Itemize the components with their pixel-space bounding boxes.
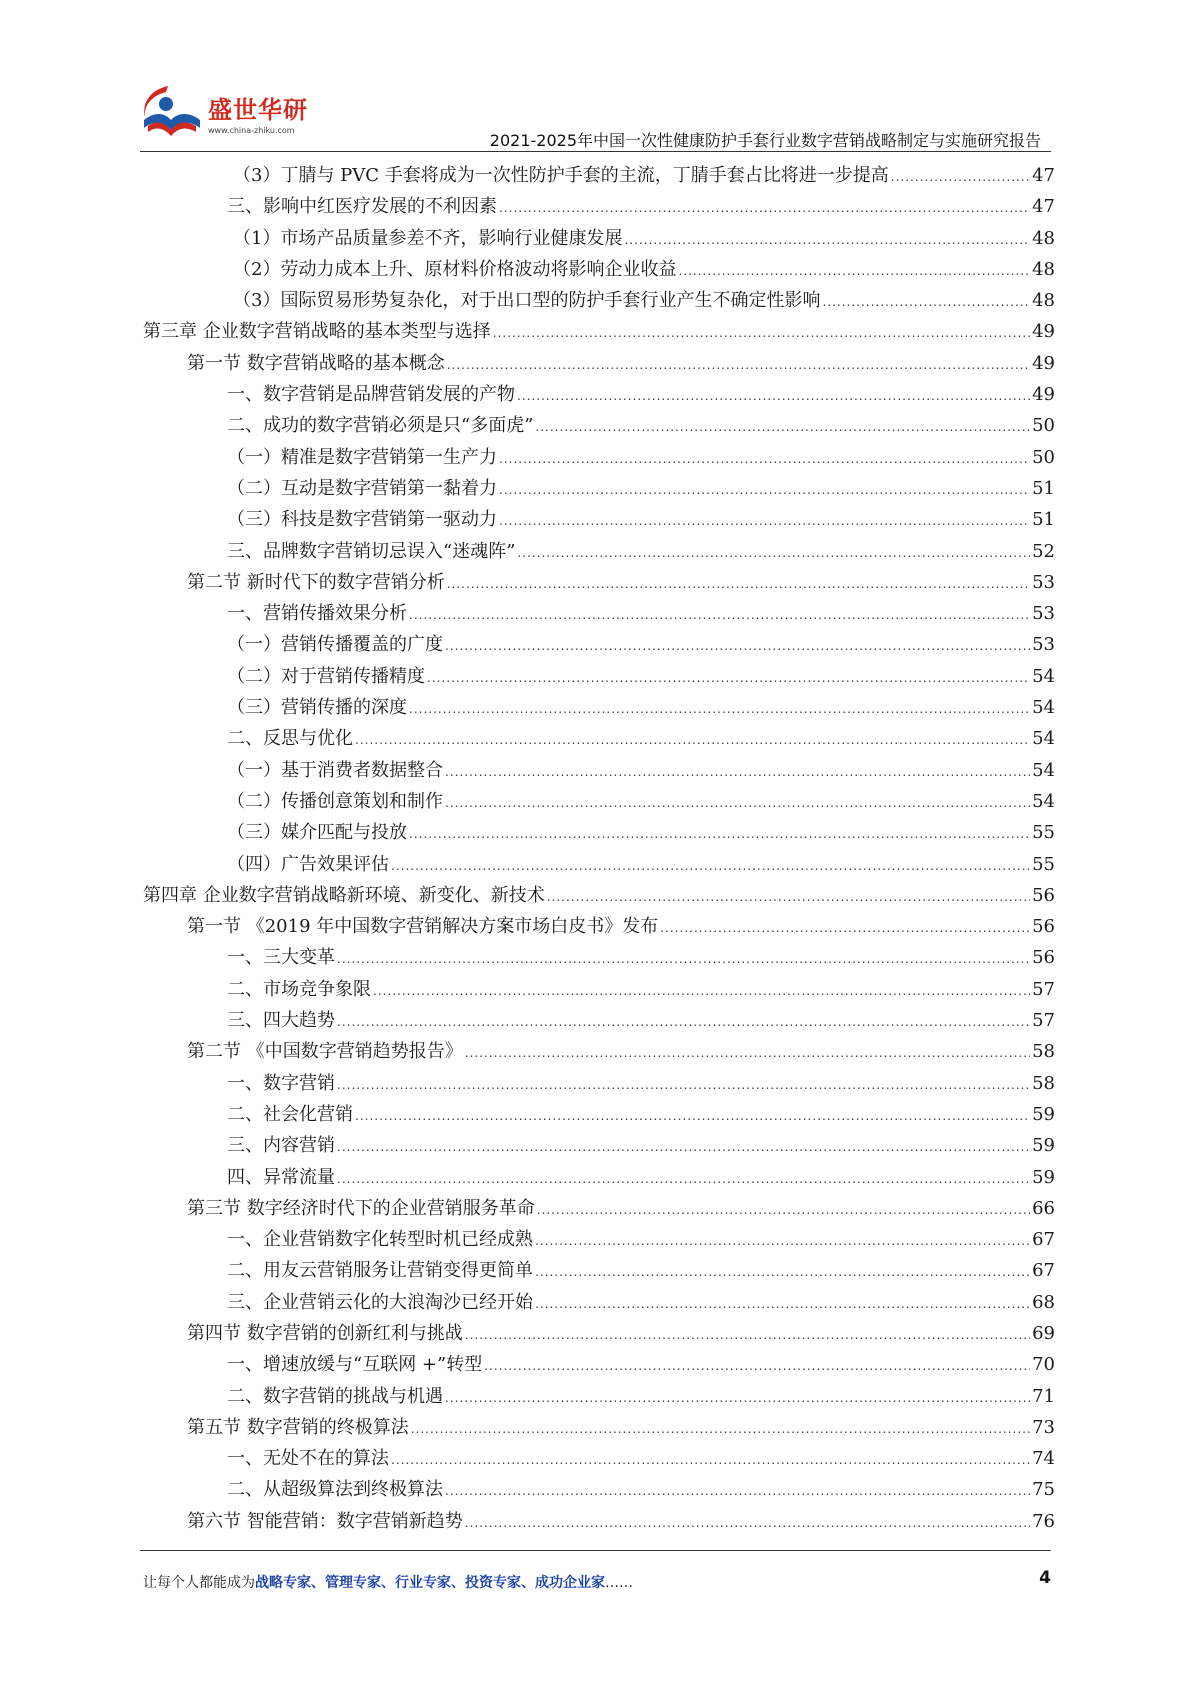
- toc-entry[interactable]: [143, 974, 1055, 1005]
- toc-dot-leader: [337, 1164, 1030, 1195]
- toc-dot-leader: [337, 1007, 1030, 1038]
- toc-entry-page: 48: [1032, 258, 1055, 280]
- toc-entry-title: （二）互动是数字营销第一黏着力: [227, 477, 497, 499]
- toc-dot-leader: [409, 694, 1030, 725]
- toc-entry[interactable]: [143, 755, 1055, 786]
- toc-dot-leader: [535, 412, 1030, 443]
- toc-entry[interactable]: [143, 1036, 1055, 1067]
- toc-entry-title: （三）营销传播的深度: [227, 697, 407, 719]
- toc-dot-leader: [499, 506, 1030, 537]
- toc-entry-title: （一）营销传播覆盖的广度: [227, 634, 443, 656]
- toc-entry-page: 56: [1032, 947, 1055, 969]
- toc-entry-title: 第一节 《2019 年中国数字营销解决方案市场白皮书》发布: [187, 916, 659, 938]
- toc-entry-page: 71: [1032, 1385, 1055, 1407]
- toc-entry-title: （一）精准是数字营销第一生产力: [227, 446, 497, 468]
- toc-entry-title: 一、增速放缓与“互联网 +”转型: [227, 1354, 483, 1376]
- toc-entry-page: 73: [1032, 1416, 1055, 1438]
- toc-dot-leader: [484, 1351, 1030, 1382]
- toc-entry-title: （四）广告效果评估: [227, 853, 389, 875]
- toc-entry-title: 一、营销传播效果分析: [227, 603, 407, 625]
- slogan-prefix: 让每个人都能成为: [143, 1575, 255, 1591]
- toc-entry-page: 56: [1032, 884, 1055, 906]
- toc-entry-title: 三、内容营销: [227, 1135, 335, 1157]
- toc-entry-title: （1）市场产品质量参差不齐，影响行业健康发展: [233, 227, 623, 249]
- toc-entry-title: 二、从超级算法到终极算法: [227, 1479, 443, 1501]
- toc-entry-page: 58: [1032, 1041, 1055, 1063]
- toc-entry-page: 59: [1032, 1166, 1055, 1188]
- toc-dot-leader: [447, 350, 1030, 381]
- toc-entry[interactable]: [143, 880, 1055, 911]
- toc-entry-title: （二）传播创意策划和制作: [227, 790, 443, 812]
- toc-entry-title: （三）媒介匹配与投放: [227, 822, 407, 844]
- toc-entry-page: 49: [1032, 352, 1055, 374]
- toc-dot-leader: [499, 475, 1030, 506]
- toc-dot-leader: [427, 663, 1030, 694]
- toc-entry-page: 53: [1032, 634, 1055, 656]
- toc-entry-title: 二、成功的数字营销必须是只“多面虎”: [227, 415, 534, 437]
- toc-entry-page: 52: [1032, 540, 1055, 562]
- toc-entry-page: 55: [1032, 853, 1055, 875]
- toc-entry[interactable]: [143, 942, 1055, 973]
- toc-entry-page: 59: [1032, 1103, 1055, 1125]
- toc-entry-title: （二）对于营销传播精度: [227, 665, 425, 687]
- toc-dot-leader: [445, 1476, 1030, 1507]
- toc-entry-page: 54: [1032, 665, 1055, 687]
- toc-entry-page: 58: [1032, 1072, 1055, 1094]
- toc-entry[interactable]: [143, 1506, 1055, 1537]
- toc-entry[interactable]: [143, 723, 1055, 754]
- toc-entry[interactable]: [143, 442, 1055, 473]
- toc-entry-title: （3）国际贸易形势复杂化，对于出口型的防护手套行业产生不确定性影响: [233, 290, 821, 312]
- toc-dot-leader: [891, 162, 1030, 193]
- page-number: 4: [1039, 1568, 1051, 1588]
- toc-entry-page: 47: [1032, 196, 1055, 218]
- toc-entry-title: 第四章 企业数字营销战略新环境、新变化、新技术: [143, 884, 545, 906]
- toc-entry[interactable]: [143, 1474, 1055, 1505]
- toc-dot-leader: [445, 1383, 1030, 1414]
- toc-entry[interactable]: [143, 191, 1055, 222]
- toc-entry[interactable]: [143, 849, 1055, 880]
- toc-entry-page: 67: [1032, 1229, 1055, 1251]
- header-divider: [140, 151, 1051, 152]
- toc-entry[interactable]: [143, 1162, 1055, 1193]
- toc-entry[interactable]: [143, 629, 1055, 660]
- logo-title: 盛世华研: [208, 96, 308, 124]
- toc-entry-page: 56: [1032, 916, 1055, 938]
- toc-entry[interactable]: [143, 473, 1055, 504]
- toc-entry[interactable]: [143, 410, 1055, 441]
- toc-entry-title: （三）科技是数字营销第一驱动力: [227, 509, 497, 531]
- toc-dot-leader: [493, 318, 1030, 349]
- toc-dot-leader: [678, 256, 1030, 287]
- toc-entry-page: 75: [1032, 1479, 1055, 1501]
- toc-entry-page: 74: [1032, 1448, 1055, 1470]
- toc-entry-title: 三、企业营销云化的大浪淘沙已经开始: [227, 1291, 533, 1313]
- toc-entry-page: 76: [1032, 1510, 1055, 1532]
- toc-entry-page: 67: [1032, 1260, 1055, 1282]
- toc-dot-leader: [624, 225, 1030, 256]
- toc-dot-leader: [445, 757, 1030, 788]
- toc-entry-page: 48: [1032, 227, 1055, 249]
- toc-dot-leader: [535, 1257, 1030, 1288]
- toc-entry[interactable]: [143, 1005, 1055, 1036]
- toc-entry-page: 55: [1032, 822, 1055, 844]
- toc-entry[interactable]: [143, 1255, 1055, 1286]
- book-swoosh-logo-icon: [138, 82, 204, 144]
- toc-entry-page: 48: [1032, 290, 1055, 312]
- toc-dot-leader: [465, 1038, 1030, 1069]
- toc-entry[interactable]: [143, 598, 1055, 629]
- toc-entry[interactable]: [143, 1381, 1055, 1412]
- toc-entry[interactable]: [143, 379, 1055, 410]
- toc-entry-title: 三、品牌数字营销切忌误入“迷魂阵”: [227, 540, 516, 562]
- toc-dot-leader: [409, 600, 1030, 631]
- toc-entry[interactable]: [143, 285, 1055, 316]
- toc-entry[interactable]: [143, 1130, 1055, 1161]
- toc-entry-title: 一、数字营销: [227, 1072, 335, 1094]
- toc-dot-leader: [337, 1132, 1030, 1163]
- toc-dot-leader: [517, 538, 1030, 569]
- footer-divider: [140, 1550, 1051, 1551]
- toc-entry-title: 一、企业营销数字化转型时机已经成熟: [227, 1229, 533, 1251]
- toc-dot-leader: [391, 851, 1030, 882]
- toc-entry-page: 54: [1032, 759, 1055, 781]
- toc-entry[interactable]: [143, 661, 1055, 692]
- toc-dot-leader: [337, 1070, 1030, 1101]
- toc-entry[interactable]: [143, 1443, 1055, 1474]
- toc-dot-leader: [337, 944, 1030, 975]
- toc-dot-leader: [355, 1101, 1030, 1132]
- toc-entry-page: 49: [1032, 384, 1055, 406]
- toc-entry[interactable]: [143, 1318, 1055, 1349]
- toc-entry-page: 57: [1032, 1010, 1055, 1032]
- toc-entry[interactable]: [143, 1224, 1055, 1255]
- slogan-suffix: ……: [605, 1575, 633, 1591]
- table-of-contents: [143, 160, 1055, 1537]
- toc-entry-title: 一、无处不在的算法: [227, 1448, 389, 1470]
- toc-entry[interactable]: [143, 348, 1055, 379]
- toc-dot-leader: [447, 569, 1030, 600]
- logo-url: www.china-zhiku.com: [208, 126, 295, 135]
- toc-entry-page: 59: [1032, 1135, 1055, 1157]
- toc-entry-page: 54: [1032, 728, 1055, 750]
- toc-entry-title: 四、异常流量: [227, 1166, 335, 1188]
- toc-entry-page: 47: [1032, 165, 1055, 186]
- toc-entry-page: 51: [1032, 509, 1055, 531]
- toc-dot-leader: [465, 1320, 1030, 1351]
- toc-entry[interactable]: [143, 1412, 1055, 1443]
- toc-dot-leader: [537, 1195, 1030, 1226]
- toc-entry-page: 68: [1032, 1291, 1055, 1313]
- toc-entry[interactable]: [143, 817, 1055, 848]
- toc-entry-page: 66: [1032, 1197, 1055, 1219]
- toc-entry-title: 第三节 数字经济时代下的企业营销服务革命: [187, 1197, 535, 1219]
- toc-entry-title: 二、用友云营销服务让营销变得更简单: [227, 1260, 533, 1282]
- toc-dot-leader: [373, 976, 1030, 1007]
- toc-entry-page: 57: [1032, 978, 1055, 1000]
- toc-entry-title: 第二节 新时代下的数字营销分析: [187, 571, 445, 593]
- toc-entry-page: 53: [1032, 603, 1055, 625]
- company-logo: [138, 82, 318, 144]
- toc-entry[interactable]: [143, 504, 1055, 535]
- toc-entry-page: 50: [1032, 446, 1055, 468]
- toc-entry-title: 三、四大趋势: [227, 1010, 335, 1032]
- toc-dot-leader: [391, 1445, 1030, 1476]
- toc-entry[interactable]: [143, 254, 1055, 285]
- toc-entry-title: 第五节 数字营销的终极算法: [187, 1416, 409, 1438]
- footer-slogan: [143, 1572, 633, 1592]
- toc-entry-title: 第一节 数字营销战略的基本概念: [187, 352, 445, 374]
- toc-entry-title: 一、三大变革: [227, 947, 335, 969]
- slogan-highlight: 战略专家、管理专家、行业专家、投资专家、成功企业家: [255, 1575, 605, 1591]
- toc-entry-title: （一）基于消费者数据整合: [227, 759, 443, 781]
- report-title: 2021-2025年中国一次性健康防护手套行业数字营销战略制定与实施研究报告: [489, 131, 1041, 150]
- toc-dot-leader: [445, 631, 1030, 662]
- toc-entry-title: 二、数字营销的挑战与机遇: [227, 1385, 443, 1407]
- toc-entry[interactable]: [143, 567, 1055, 598]
- toc-entry-page: 69: [1032, 1322, 1055, 1344]
- toc-entry-title: 第二节 《中国数字营销趋势报告》: [187, 1041, 463, 1063]
- toc-entry-page: 54: [1032, 697, 1055, 719]
- toc-dot-leader: [660, 913, 1030, 944]
- page-header: [0, 0, 1191, 152]
- toc-dot-leader: [517, 381, 1030, 412]
- toc-dot-leader: [535, 1289, 1030, 1320]
- toc-entry[interactable]: [143, 1287, 1055, 1318]
- toc-entry-title: 第六节 智能营销：数字营销新趋势: [187, 1510, 463, 1532]
- toc-dot-leader: [445, 788, 1030, 819]
- toc-entry[interactable]: [143, 160, 1055, 191]
- toc-dot-leader: [411, 1414, 1030, 1445]
- toc-entry-page: 53: [1032, 571, 1055, 593]
- toc-dot-leader: [535, 1226, 1030, 1257]
- toc-entry-title: 第四节 数字营销的创新红利与挑战: [187, 1322, 463, 1344]
- toc-entry-title: 二、市场竞争象限: [227, 978, 371, 1000]
- toc-dot-leader: [409, 819, 1030, 850]
- toc-entry-page: 54: [1032, 790, 1055, 812]
- toc-entry-page: 50: [1032, 415, 1055, 437]
- toc-entry[interactable]: [143, 316, 1055, 347]
- toc-dot-leader: [355, 725, 1030, 756]
- toc-entry[interactable]: [143, 911, 1055, 942]
- toc-entry[interactable]: [143, 1068, 1055, 1099]
- toc-entry-title: （3）丁腈与 PVC 手套将成为一次性防护手套的主流，丁腈手套占比将进一步提高: [233, 165, 889, 186]
- toc-entry-page: 49: [1032, 321, 1055, 343]
- toc-dot-leader: [465, 1508, 1030, 1539]
- toc-entry-title: 二、社会化营销: [227, 1103, 353, 1125]
- toc-entry-title: 二、反思与优化: [227, 728, 353, 750]
- toc-entry-title: （2）劳动力成本上升、原材料价格波动将影响企业收益: [233, 258, 677, 280]
- toc-dot-leader: [547, 882, 1030, 913]
- toc-entry[interactable]: [143, 786, 1055, 817]
- toc-entry[interactable]: [143, 1099, 1055, 1130]
- toc-entry-page: 51: [1032, 477, 1055, 499]
- toc-entry-title: 三、影响中红医疗发展的不利因素: [227, 196, 497, 218]
- toc-entry[interactable]: [143, 536, 1055, 567]
- toc-dot-leader: [499, 193, 1030, 224]
- toc-entry-title: 一、数字营销是品牌营销发展的产物: [227, 384, 515, 406]
- toc-entry[interactable]: [143, 692, 1055, 723]
- toc-entry[interactable]: [143, 1193, 1055, 1224]
- toc-dot-leader: [822, 287, 1030, 318]
- toc-entry[interactable]: [143, 1349, 1055, 1380]
- toc-entry[interactable]: [143, 223, 1055, 254]
- toc-entry-title: 第三章 企业数字营销战略的基本类型与选择: [143, 321, 491, 343]
- toc-dot-leader: [499, 444, 1030, 475]
- toc-entry-page: 70: [1032, 1354, 1055, 1376]
